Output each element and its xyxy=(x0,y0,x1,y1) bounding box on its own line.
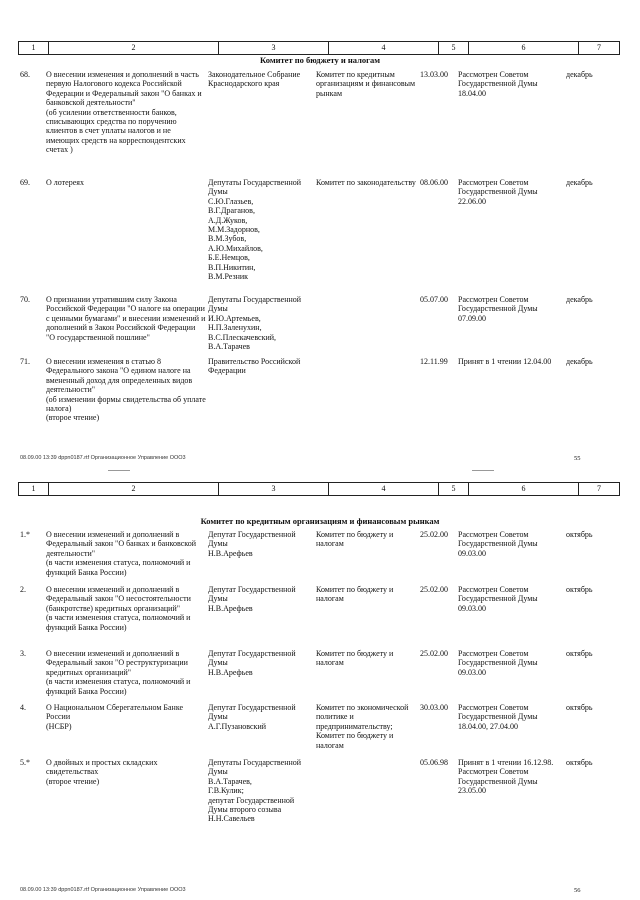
row-number: 68. xyxy=(20,70,30,79)
row-number: 69. xyxy=(20,178,30,187)
submit-date: 12.11.99 xyxy=(420,357,448,366)
co-committee: Комитет по законодательству xyxy=(316,178,416,187)
row-number: 70. xyxy=(20,295,30,304)
bill-status: Принят в 1 чтении 12.04.00 xyxy=(458,357,552,366)
plan-month: декабрь xyxy=(566,178,593,187)
bill-author: Депутат Государственной Думы Н.В.Арефьев xyxy=(208,585,296,613)
bill-status: Рассмотрен Советом Государственной Думы 09.03.00 xyxy=(458,585,538,613)
column-header: 5 xyxy=(439,42,469,54)
plan-month: декабрь xyxy=(566,357,593,366)
bill-author: Депутат Государственной Думы Н.В.Арефьев xyxy=(208,530,296,558)
bill-status: Рассмотрен Советом Государственной Думы 09.03.00 xyxy=(458,649,538,677)
column-header: 7 xyxy=(597,43,601,52)
bill-status: Рассмотрен Советом Государственной Думы 07.09.00 xyxy=(458,295,538,323)
submit-date: 05.06.98 xyxy=(420,758,448,767)
bill-status: Рассмотрен Советом Государственной Думы 09.03.00 xyxy=(458,530,538,558)
bill-status: Рассмотрен Советом Государственной Думы 18.04.00, 27.04.00 xyxy=(458,703,538,731)
bill-title: О внесении изменений и дополнений в Федеральный закон "О несостоятельности (банкротстве) кредитных организаций" (в части изменения статуса, полномочий и функций Банка России) xyxy=(46,585,191,632)
divider xyxy=(108,470,130,471)
bill-author: Законодательное Собрание Краснодарского края xyxy=(208,70,301,89)
submit-date: 08.06.00 xyxy=(420,178,448,187)
column-header: 2 xyxy=(49,483,219,495)
row-number: 71. xyxy=(20,357,30,366)
bill-author: Правительство Российской Федерации xyxy=(208,357,301,376)
column-header: 4 xyxy=(329,42,439,54)
row-number: 1.* xyxy=(20,530,30,539)
page-number: 56 xyxy=(574,887,581,894)
co-committee: Комитет по экономической политике и предпринимательству; Комитет по бюджету и налогам xyxy=(316,703,409,750)
page-footer: 08.09.00 13:39 dppn0187.rtf Организационное Управление ООО3 xyxy=(20,887,186,893)
bill-author: Депутаты Государственной Думы И.Ю.Артемьев, Н.П.Заленухин, В.С.Плескачевский, В.А.Тарачев xyxy=(208,295,302,352)
bill-title: О лотереях xyxy=(46,178,84,187)
bill-author: Депутаты Государственной Думы В.А.Тарачев, Г.В.Кулик; депутат Государственной Думы второго созыва Н.Н.Савельев xyxy=(208,758,302,824)
plan-month: декабрь xyxy=(566,295,593,304)
bill-title: О внесении изменений и дополнений в Федеральный закон "О реструктуризации кредитных организаций" (в части изменения статуса, полномочий и функций Банка России) xyxy=(46,649,191,696)
table-header xyxy=(18,482,620,496)
divider xyxy=(472,470,494,471)
column-header: 1 xyxy=(19,42,49,54)
column-header: 2 xyxy=(49,42,219,54)
co-committee: Комитет по бюджету и налогам xyxy=(316,530,394,549)
plan-month: октябрь xyxy=(566,758,593,767)
bill-author: Депутаты Государственной Думы С.Ю.Глазьев, В.Г.Драганов, А.Д.Жуков, М.М.Задорнов, В.М.Зубов, А.Ю.Михайлов, Б.Е.Немцов, В.П.Никитин, В.М.Резник xyxy=(208,178,302,282)
column-header: 5 xyxy=(439,483,469,495)
bill-title: О внесении изменений и дополнений в Федеральный закон "О банках и банковской деятельности" (в части изменения статуса, полномочий и функций Банка России) xyxy=(46,530,197,577)
plan-month: октябрь xyxy=(566,530,593,539)
bill-title: О внесении изменения и дополнений в часть первую Налогового кодекса Российской Федерации и Федеральный закон "О банках и банковской деятельности" (об усилении ответственности банков, списывающих средства по поручению клиентов в счет уплаты налогов и не имеющих средств на корреспондентских счетах ) xyxy=(46,70,202,155)
plan-month: октябрь xyxy=(566,649,593,658)
column-header: 1 xyxy=(19,483,49,495)
table-header xyxy=(18,41,620,55)
section-title: Комитет по бюджету и налогам xyxy=(259,55,381,65)
co-committee: Комитет по бюджету и налогам xyxy=(316,649,394,668)
submit-date: 25.02.00 xyxy=(420,530,448,539)
co-committee: Комитет по кредитным организациям и финансовым рынкам xyxy=(316,70,416,98)
bill-title: О внесении изменения в статью 8 Федерального закона "О едином налоге на вмененный доход для определенных видов деятельности" (об изменении формы свидетельства об уплате налога) (второе чтение) xyxy=(46,357,206,423)
bill-author: Депутат Государственной Думы Н.В.Арефьев xyxy=(208,649,296,677)
bill-author: Депутат Государственной Думы А.Г.Пузановский xyxy=(208,703,296,731)
row-number: 3. xyxy=(20,649,26,658)
bill-status: Рассмотрен Советом Государственной Думы 22.06.00 xyxy=(458,178,538,206)
row-number: 4. xyxy=(20,703,26,712)
row-number: 5.* xyxy=(20,758,30,767)
page-number: 55 xyxy=(574,455,581,462)
column-header: 3 xyxy=(219,42,329,54)
column-header: 6 xyxy=(469,483,579,495)
page-footer: 08.09.00 13:39 dppn0187.rtf Организационное Управление ООО3 xyxy=(20,455,186,461)
plan-month: октябрь xyxy=(566,703,593,712)
co-committee: Комитет по бюджету и налогам xyxy=(316,585,394,604)
plan-month: декабрь xyxy=(566,70,593,79)
bill-title: О Национальном Сберегательном Банке России (НСБР) xyxy=(46,703,184,731)
bill-title: О двойных и простых складских свидетельствах (второе чтение) xyxy=(46,758,158,786)
section-title: Комитет по кредитным организациям и финансовым рынкам xyxy=(200,516,440,526)
column-header: 7 xyxy=(597,484,601,493)
submit-date: 30.03.00 xyxy=(420,703,448,712)
column-header: 6 xyxy=(469,42,579,54)
submit-date: 25.02.00 xyxy=(420,649,448,658)
plan-month: октябрь xyxy=(566,585,593,594)
column-header: 3 xyxy=(219,483,329,495)
submit-date: 05.07.00 xyxy=(420,295,448,304)
submit-date: 25.02.00 xyxy=(420,585,448,594)
bill-title: О признании утратившим силу Закона Российской Федерации "О налоге на операции с ценными бумагами" и внесении изменений и дополнений в Закон Российской Федерации "О государственной пошлине" xyxy=(46,295,206,342)
bill-status: Принят в 1 чтении 16.12.98. Рассмотрен Советом Государственной Думы 23.05.00 xyxy=(458,758,554,796)
bill-status: Рассмотрен Советом Государственной Думы 18.04.00 xyxy=(458,70,538,98)
submit-date: 13.03.00 xyxy=(420,70,448,79)
row-number: 2. xyxy=(20,585,26,594)
column-header: 4 xyxy=(329,483,439,495)
